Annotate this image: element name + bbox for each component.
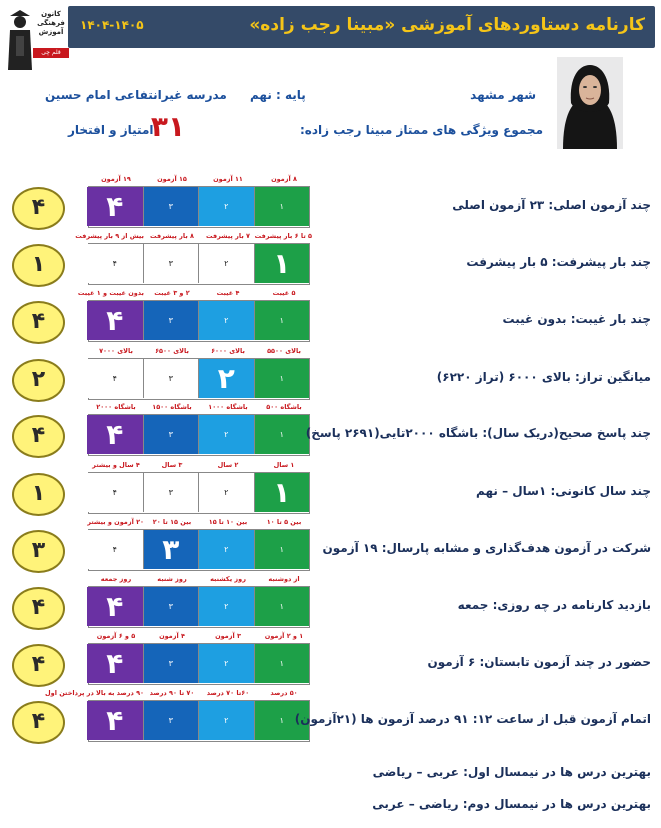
row-score-oval: ۴ — [12, 415, 65, 458]
row-score-oval: ۴ — [12, 301, 65, 344]
city-label: شهر مشهد — [470, 88, 536, 102]
logo-badge: قلم چی — [33, 48, 69, 58]
level-box: ۱ — [254, 359, 310, 398]
level-box: ۳ — [143, 701, 199, 740]
level-boxes — [88, 700, 310, 742]
level-threshold-label: ۱۹ آزمون — [101, 175, 131, 183]
achievement-row — [0, 289, 661, 354]
level-threshold-label: بالای ۵۵۰۰ — [267, 347, 301, 355]
school-label: مدرسه غیرانتفاعی امام حسین — [45, 88, 227, 102]
level-boxes — [88, 414, 310, 456]
level-box: ۱ — [254, 415, 310, 454]
level-threshold-label: ۷۰ تا ۹۰ درصد — [149, 689, 195, 697]
level-box: ۴ — [87, 701, 143, 740]
level-threshold-label: بین ۱۰ تا ۱۵ — [208, 518, 248, 526]
level-box: ۲ — [198, 359, 254, 398]
level-box: ۳ — [143, 244, 199, 283]
level-boxes — [88, 472, 310, 514]
achievement-statement: چند بار پیشرفت: ۵ بار پیشرفت — [466, 255, 651, 269]
level-box: ۳ — [143, 187, 199, 226]
level-box: ۲ — [198, 244, 254, 283]
student-photo — [557, 57, 623, 149]
level-box: ۳ — [143, 530, 199, 569]
level-box: ۴ — [87, 244, 143, 283]
row-score-oval: ۲ — [12, 359, 65, 402]
total-score: ۳۱ — [150, 110, 186, 143]
features-total-label: مجموع ویژگی های ممتاز مبینا رجب زاده: — [299, 123, 543, 137]
best-subjects-term1: بهترین درس ها در نیمسال اول: عربی – ریاضی — [372, 765, 651, 779]
level-box: ۱ — [254, 187, 310, 226]
level-threshold-label: روز جمعه — [100, 575, 132, 583]
level-box: ۱ — [254, 644, 310, 683]
level-thresholds — [45, 689, 310, 699]
achievement-statement: چند پاسخ صحیح(دریک سال): باشگاه ۲۰۰۰تایی(۲۶۹۱ پاسخ) — [305, 426, 651, 440]
achievement-row — [0, 689, 661, 754]
level-threshold-label: بین ۵ تا ۱۰ — [266, 518, 302, 526]
level-threshold-label: بالای ۷۰۰۰ — [99, 347, 133, 355]
level-thresholds — [88, 175, 310, 185]
level-threshold-label: روز شنبه — [157, 575, 187, 583]
level-thresholds — [88, 403, 310, 413]
level-threshold-label: ۵ و ۶ آزمون — [96, 632, 136, 640]
row-score-oval: ۴ — [12, 187, 65, 230]
row-score-oval: ۴ — [12, 587, 65, 630]
row-score-oval: ۳ — [12, 530, 65, 573]
title-bar — [68, 6, 655, 48]
row-score-oval: ۴ — [12, 644, 65, 687]
achievement-statement: شرکت در آزمون هدف‌گذاری و مشابه پارسال: ۱۹ آزمون — [322, 541, 651, 555]
level-threshold-label: ۸ بار پیشرفت — [149, 232, 194, 240]
level-box: ۱ — [254, 587, 310, 626]
row-score-oval: ۱ — [12, 244, 65, 287]
level-threshold-label: ۳ سال — [161, 461, 183, 469]
level-threshold-label: ۶۰تا ۷۰ درصد — [206, 689, 250, 697]
level-box: ۱ — [254, 473, 310, 512]
level-box: ۴ — [87, 587, 143, 626]
level-threshold-label: ۲ و ۳ غیبت — [154, 289, 190, 297]
level-boxes — [88, 300, 310, 342]
level-box: ۲ — [198, 415, 254, 454]
level-boxes — [88, 643, 310, 685]
logo-text: کانون فرهنگی آموزش — [37, 10, 65, 36]
level-box: ۳ — [143, 415, 199, 454]
level-threshold-label: ۴ سال و بیشتر — [92, 461, 140, 469]
level-box: ۳ — [143, 359, 199, 398]
grade-label: پایه : نهم — [250, 88, 306, 102]
level-box: ۴ — [87, 301, 143, 340]
achievement-statement: اتمام آزمون قبل از ساعت ۱۲: ۹۱ درصد آزمون ها (۲۱آزمون) — [294, 712, 651, 726]
level-threshold-label: ۹۰ درصد به بالا در پرداختن اول — [45, 689, 144, 697]
level-threshold-label: بالای ۶۵۰۰ — [155, 347, 189, 355]
level-threshold-label: ۷ بار پیشرفت — [205, 232, 250, 240]
level-threshold-label: بدون غیبت و ۱ غیبت — [77, 289, 144, 297]
level-boxes — [88, 586, 310, 628]
level-box: ۴ — [87, 359, 143, 398]
level-box: ۱ — [254, 301, 310, 340]
level-threshold-label: ۲۰ آزمون و بیشتر — [87, 518, 144, 526]
level-thresholds — [88, 461, 310, 471]
level-box: ۳ — [143, 473, 199, 512]
level-threshold-label: بیش از ۹ بار پیشرفت — [75, 232, 144, 240]
level-boxes — [88, 243, 310, 285]
level-box: ۴ — [87, 415, 143, 454]
level-threshold-label: ۸ آزمون — [271, 175, 297, 183]
level-threshold-label: ۱ و ۲ آزمون — [264, 632, 304, 640]
achievement-row — [0, 403, 661, 468]
achievement-statement: میانگین تراز: بالای ۶۰۰۰ (تراز ۶۲۲۰) — [436, 370, 651, 384]
level-box: ۳ — [143, 587, 199, 626]
level-box: ۲ — [198, 301, 254, 340]
row-score-oval: ۴ — [12, 701, 65, 744]
level-threshold-label: باشگاه ۱۰۰۰ — [208, 403, 248, 411]
academic-years: ۱۴۰۴-۱۴۰۵ — [80, 18, 144, 32]
level-threshold-label: ۱ سال — [273, 461, 295, 469]
achievement-statement: چند سال کانونی: ۱سال – نهم — [476, 484, 651, 498]
achievement-statement: چند آزمون اصلی: ۲۳ آزمون اصلی — [452, 198, 651, 212]
kanoon-logo — [6, 6, 66, 74]
level-threshold-label: از دوشنبه — [268, 575, 300, 583]
level-box: ۴ — [87, 530, 143, 569]
report-title: کارنامه دستاوردهای آموزشی «مبینا رجب زاده» — [249, 15, 645, 35]
level-thresholds — [77, 289, 310, 299]
achievement-statement: چند بار غیبت: بدون غیبت — [502, 312, 651, 326]
graduate-figure-icon — [6, 6, 34, 74]
level-thresholds — [75, 232, 312, 242]
best-subjects-term2: بهترین درس ها در نیمسال دوم: ریاضی – عربی — [372, 797, 651, 811]
level-box: ۲ — [198, 701, 254, 740]
level-threshold-label: باشگاه ۵۰۰ — [266, 403, 302, 411]
student-portrait-icon — [557, 57, 623, 149]
level-threshold-label: باشگاه ۲۰۰۰ — [96, 403, 136, 411]
level-box: ۱ — [254, 701, 310, 740]
level-boxes — [88, 358, 310, 400]
level-threshold-label: بالای ۶۰۰۰ — [211, 347, 245, 355]
level-threshold-label: ۱۵ آزمون — [157, 175, 187, 183]
level-thresholds — [88, 632, 310, 642]
level-threshold-label: ۳ آزمون — [215, 632, 241, 640]
level-box: ۴ — [87, 187, 143, 226]
level-threshold-label: ۱۱ آزمون — [213, 175, 243, 183]
level-box: ۲ — [198, 644, 254, 683]
level-box: ۳ — [143, 644, 199, 683]
level-box: ۴ — [87, 473, 143, 512]
level-box: ۲ — [198, 530, 254, 569]
level-threshold-label: بین ۱۵ تا ۲۰ — [152, 518, 192, 526]
level-threshold-label: ۵ غیبت — [272, 289, 296, 297]
row-score-oval: ۱ — [12, 473, 65, 516]
level-threshold-label: باشگاه ۱۵۰۰ — [152, 403, 192, 411]
level-threshold-label: ۵۰ درصد — [270, 689, 298, 697]
level-thresholds — [88, 347, 310, 357]
level-box: ۲ — [198, 473, 254, 512]
level-boxes — [88, 186, 310, 228]
level-threshold-label: ۲ سال — [217, 461, 239, 469]
level-box: ۲ — [198, 187, 254, 226]
level-box: ۱ — [254, 530, 310, 569]
level-boxes — [88, 529, 310, 571]
level-box: ۳ — [143, 301, 199, 340]
level-thresholds — [88, 575, 310, 585]
level-threshold-label: ۴ غیبت — [216, 289, 240, 297]
achievement-statement: بازدید کارنامه در چه روزی: جمعه — [457, 598, 651, 612]
level-threshold-label: روز یکشنبه — [210, 575, 246, 583]
level-thresholds — [88, 518, 310, 528]
level-box: ۱ — [254, 244, 310, 283]
level-threshold-label: ۴ آزمون — [159, 632, 185, 640]
score-caption: امتیاز و افتخار — [68, 123, 154, 137]
level-threshold-label: ۵ تا ۶ بار پیشرفت — [254, 232, 312, 240]
achievement-statement: حضور در چند آزمون تابستان: ۶ آزمون — [427, 655, 651, 669]
level-box: ۲ — [198, 587, 254, 626]
level-box: ۴ — [87, 644, 143, 683]
